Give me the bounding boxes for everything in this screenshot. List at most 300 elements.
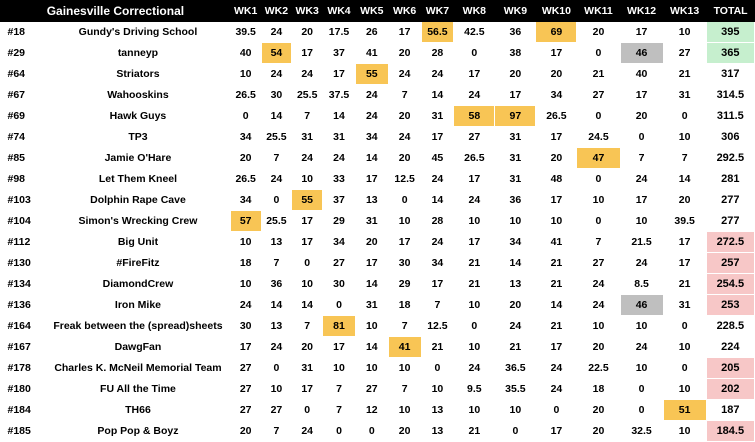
week-score: 7 bbox=[261, 253, 292, 274]
week-score: 10 bbox=[355, 316, 388, 337]
week-score: 17 bbox=[454, 169, 495, 190]
week-score: 10 bbox=[495, 400, 536, 421]
week-score: 25.5 bbox=[261, 127, 292, 148]
week-score: 20 bbox=[388, 148, 421, 169]
week-score: 7 bbox=[323, 400, 356, 421]
header-row bbox=[1, 0, 755, 22]
week-score: 0 bbox=[536, 400, 577, 421]
week-score: 10 bbox=[454, 295, 495, 316]
week-header: WK7 bbox=[421, 0, 454, 22]
week-score: 20 bbox=[577, 337, 620, 358]
week-score: 14 bbox=[495, 253, 536, 274]
week-score: 24 bbox=[421, 64, 454, 85]
week-score: 17 bbox=[292, 379, 323, 400]
week-score: 24 bbox=[230, 295, 261, 316]
season-total: 281 bbox=[706, 169, 754, 190]
week-score: 24 bbox=[261, 169, 292, 190]
team-name: Simon's Wrecking Crew bbox=[46, 211, 231, 232]
week-score: 27 bbox=[663, 43, 706, 64]
week-score: 36 bbox=[261, 274, 292, 295]
week-score: 0 bbox=[620, 379, 663, 400]
week-score: 14 bbox=[292, 295, 323, 316]
week-score: 20 bbox=[577, 421, 620, 442]
standings-body bbox=[1, 22, 755, 442]
team-seed: #67 bbox=[1, 85, 46, 106]
week-score: 27 bbox=[454, 127, 495, 148]
team-seed: #184 bbox=[1, 400, 46, 421]
team-name: Hawk Guys bbox=[46, 106, 231, 127]
week-score: 54 bbox=[261, 43, 292, 64]
week-score: 24 bbox=[577, 274, 620, 295]
week-score: 34 bbox=[495, 232, 536, 253]
team-row bbox=[1, 379, 755, 400]
week-score: 21.5 bbox=[620, 232, 663, 253]
week-score: 20 bbox=[292, 22, 323, 43]
week-score: 0 bbox=[261, 358, 292, 379]
week-score: 47 bbox=[577, 148, 620, 169]
week-score: 0 bbox=[323, 421, 356, 442]
week-score: 20 bbox=[230, 421, 261, 442]
week-header: WK9 bbox=[495, 0, 536, 22]
week-score: 31 bbox=[292, 358, 323, 379]
week-score: 10 bbox=[388, 358, 421, 379]
week-score: 26 bbox=[355, 22, 388, 43]
week-score: 24 bbox=[388, 64, 421, 85]
team-seed: #18 bbox=[1, 22, 46, 43]
week-score: 10 bbox=[421, 379, 454, 400]
week-score: 20 bbox=[388, 43, 421, 64]
week-score: 17 bbox=[292, 43, 323, 64]
week-score: 29 bbox=[323, 211, 356, 232]
team-row bbox=[1, 127, 755, 148]
week-score: 10 bbox=[663, 421, 706, 442]
week-score: 0 bbox=[388, 190, 421, 211]
week-score: 20 bbox=[577, 22, 620, 43]
league-title: Gainesville Correctional bbox=[1, 0, 231, 22]
season-total: 314.5 bbox=[706, 85, 754, 106]
week-score: 31 bbox=[355, 211, 388, 232]
week-score: 17 bbox=[292, 211, 323, 232]
team-name: Striators bbox=[46, 64, 231, 85]
week-score: 24 bbox=[292, 148, 323, 169]
week-score: 0 bbox=[454, 316, 495, 337]
week-score: 24 bbox=[536, 358, 577, 379]
week-score: 26.5 bbox=[536, 106, 577, 127]
season-total: 253 bbox=[706, 295, 754, 316]
team-row bbox=[1, 421, 755, 442]
team-name: Charles K. McNeil Memorial Team bbox=[46, 358, 231, 379]
week-score: 10 bbox=[454, 211, 495, 232]
team-name: DiamondCrew bbox=[46, 274, 231, 295]
week-score: 17 bbox=[620, 85, 663, 106]
team-name: Dolphin Rape Cave bbox=[46, 190, 231, 211]
week-score: 7 bbox=[292, 316, 323, 337]
team-name: #FireFitz bbox=[46, 253, 231, 274]
week-score: 13 bbox=[421, 400, 454, 421]
week-score: 10 bbox=[663, 127, 706, 148]
week-score: 41 bbox=[355, 43, 388, 64]
week-score: 34 bbox=[421, 253, 454, 274]
week-score: 7 bbox=[388, 316, 421, 337]
week-score: 14 bbox=[355, 337, 388, 358]
team-seed: #164 bbox=[1, 316, 46, 337]
week-score: 14 bbox=[663, 169, 706, 190]
week-score: 24 bbox=[577, 295, 620, 316]
team-seed: #74 bbox=[1, 127, 46, 148]
team-name: Big Unit bbox=[46, 232, 231, 253]
team-name: Let Them Kneel bbox=[46, 169, 231, 190]
week-header: WK3 bbox=[292, 0, 323, 22]
week-score: 10 bbox=[388, 400, 421, 421]
week-score: 39.5 bbox=[663, 211, 706, 232]
week-score: 27 bbox=[261, 400, 292, 421]
week-score: 28 bbox=[421, 43, 454, 64]
week-score: 24 bbox=[355, 85, 388, 106]
week-score: 20 bbox=[355, 232, 388, 253]
week-score: 20 bbox=[388, 421, 421, 442]
season-total: 292.5 bbox=[706, 148, 754, 169]
week-score: 26.5 bbox=[230, 85, 261, 106]
week-score: 17 bbox=[355, 253, 388, 274]
week-header: WK8 bbox=[454, 0, 495, 22]
week-score: 51 bbox=[663, 400, 706, 421]
week-score: 12.5 bbox=[388, 169, 421, 190]
season-total: 277 bbox=[706, 211, 754, 232]
week-score: 17 bbox=[230, 337, 261, 358]
week-score: 21 bbox=[454, 421, 495, 442]
week-score: 31 bbox=[495, 127, 536, 148]
week-score: 34 bbox=[355, 127, 388, 148]
week-score: 14 bbox=[536, 295, 577, 316]
week-score: 26.5 bbox=[230, 169, 261, 190]
team-seed: #103 bbox=[1, 190, 46, 211]
team-row bbox=[1, 85, 755, 106]
team-seed: #104 bbox=[1, 211, 46, 232]
week-score: 24 bbox=[292, 421, 323, 442]
week-score: 24 bbox=[261, 22, 292, 43]
team-name: Jamie O'Hare bbox=[46, 148, 231, 169]
team-row bbox=[1, 400, 755, 421]
week-header: WK11 bbox=[577, 0, 620, 22]
week-score: 10 bbox=[454, 337, 495, 358]
week-score: 0 bbox=[663, 106, 706, 127]
week-score: 7 bbox=[663, 148, 706, 169]
team-seed: #167 bbox=[1, 337, 46, 358]
week-score: 12 bbox=[355, 400, 388, 421]
week-header: WK12 bbox=[620, 0, 663, 22]
season-total: 257 bbox=[706, 253, 754, 274]
week-score: 14 bbox=[261, 106, 292, 127]
week-score: 57 bbox=[230, 211, 261, 232]
week-score: 21 bbox=[495, 337, 536, 358]
week-score: 17 bbox=[620, 22, 663, 43]
week-score: 17 bbox=[495, 85, 536, 106]
team-seed: #134 bbox=[1, 274, 46, 295]
week-score: 17 bbox=[663, 253, 706, 274]
week-score: 17 bbox=[536, 190, 577, 211]
team-row bbox=[1, 211, 755, 232]
week-score: 37 bbox=[323, 43, 356, 64]
season-total: 184.5 bbox=[706, 421, 754, 442]
week-score: 14 bbox=[421, 85, 454, 106]
week-score: 14 bbox=[355, 148, 388, 169]
team-seed: #85 bbox=[1, 148, 46, 169]
week-header: WK10 bbox=[536, 0, 577, 22]
week-score: 36.5 bbox=[495, 358, 536, 379]
team-seed: #112 bbox=[1, 232, 46, 253]
week-score: 10 bbox=[292, 274, 323, 295]
week-score: 10 bbox=[620, 211, 663, 232]
season-total: 311.5 bbox=[706, 106, 754, 127]
week-score: 34 bbox=[536, 85, 577, 106]
week-score: 41 bbox=[388, 337, 421, 358]
week-score: 24 bbox=[454, 85, 495, 106]
week-score: 17 bbox=[536, 337, 577, 358]
week-score: 24 bbox=[388, 127, 421, 148]
week-score: 24 bbox=[495, 316, 536, 337]
week-score: 24 bbox=[620, 169, 663, 190]
week-score: 20 bbox=[495, 295, 536, 316]
week-score: 38 bbox=[495, 43, 536, 64]
week-score: 17 bbox=[388, 232, 421, 253]
week-header: WK4 bbox=[323, 0, 356, 22]
week-score: 24 bbox=[355, 106, 388, 127]
week-score: 20 bbox=[388, 106, 421, 127]
week-score: 9.5 bbox=[454, 379, 495, 400]
week-header: WK1 bbox=[230, 0, 261, 22]
week-score: 30 bbox=[323, 274, 356, 295]
week-score: 36 bbox=[495, 190, 536, 211]
week-score: 48 bbox=[536, 169, 577, 190]
week-score: 31 bbox=[355, 295, 388, 316]
season-total: 224 bbox=[706, 337, 754, 358]
week-score: 27 bbox=[577, 253, 620, 274]
week-score: 21 bbox=[663, 274, 706, 295]
season-total: 202 bbox=[706, 379, 754, 400]
week-score: 0 bbox=[495, 421, 536, 442]
week-score: 0 bbox=[577, 211, 620, 232]
week-score: 30 bbox=[388, 253, 421, 274]
week-score: 17 bbox=[454, 232, 495, 253]
week-score: 36 bbox=[495, 22, 536, 43]
week-score: 34 bbox=[323, 232, 356, 253]
week-score: 10 bbox=[355, 358, 388, 379]
season-total: 228.5 bbox=[706, 316, 754, 337]
week-score: 24 bbox=[536, 379, 577, 400]
week-score: 14 bbox=[323, 106, 356, 127]
week-score: 31 bbox=[495, 169, 536, 190]
week-score: 17 bbox=[421, 127, 454, 148]
week-score: 13 bbox=[261, 232, 292, 253]
week-score: 25.5 bbox=[261, 211, 292, 232]
week-score: 21 bbox=[454, 253, 495, 274]
season-total: 306 bbox=[706, 127, 754, 148]
week-score: 34 bbox=[230, 190, 261, 211]
week-score: 0 bbox=[577, 43, 620, 64]
week-score: 27 bbox=[577, 85, 620, 106]
week-score: 7 bbox=[421, 295, 454, 316]
week-score: 7 bbox=[620, 148, 663, 169]
week-score: 31 bbox=[663, 295, 706, 316]
week-score: 13 bbox=[495, 274, 536, 295]
season-total: 395 bbox=[706, 22, 754, 43]
week-score: 13 bbox=[355, 190, 388, 211]
week-header: WK13 bbox=[663, 0, 706, 22]
week-score: 10 bbox=[388, 211, 421, 232]
week-score: 42.5 bbox=[454, 22, 495, 43]
week-score: 21 bbox=[536, 274, 577, 295]
team-row bbox=[1, 274, 755, 295]
week-score: 17 bbox=[323, 64, 356, 85]
team-seed: #64 bbox=[1, 64, 46, 85]
week-score: 10 bbox=[663, 22, 706, 43]
week-score: 21 bbox=[663, 64, 706, 85]
season-total: 187 bbox=[706, 400, 754, 421]
week-score: 97 bbox=[495, 106, 536, 127]
week-score: 24 bbox=[454, 190, 495, 211]
week-score: 55 bbox=[292, 190, 323, 211]
week-score: 17 bbox=[620, 190, 663, 211]
team-seed: #130 bbox=[1, 253, 46, 274]
week-score: 56.5 bbox=[421, 22, 454, 43]
team-seed: #136 bbox=[1, 295, 46, 316]
week-score: 0 bbox=[261, 190, 292, 211]
week-score: 7 bbox=[292, 106, 323, 127]
total-header: TOTAL bbox=[706, 0, 754, 22]
team-seed: #185 bbox=[1, 421, 46, 442]
week-score: 34 bbox=[230, 127, 261, 148]
week-score: 40 bbox=[230, 43, 261, 64]
week-score: 17.5 bbox=[323, 22, 356, 43]
season-total: 317 bbox=[706, 64, 754, 85]
week-score: 31 bbox=[495, 148, 536, 169]
week-score: 28 bbox=[421, 211, 454, 232]
week-score: 21 bbox=[536, 316, 577, 337]
week-score: 17 bbox=[421, 274, 454, 295]
team-row bbox=[1, 316, 755, 337]
team-row bbox=[1, 358, 755, 379]
week-score: 10 bbox=[230, 64, 261, 85]
week-score: 37.5 bbox=[323, 85, 356, 106]
week-score: 7 bbox=[388, 85, 421, 106]
team-row bbox=[1, 106, 755, 127]
week-score: 0 bbox=[355, 421, 388, 442]
week-score: 17 bbox=[536, 421, 577, 442]
week-score: 24 bbox=[421, 232, 454, 253]
week-score: 14 bbox=[421, 190, 454, 211]
team-row bbox=[1, 22, 755, 43]
team-name: TH66 bbox=[46, 400, 231, 421]
week-score: 17 bbox=[388, 22, 421, 43]
week-score: 20 bbox=[292, 337, 323, 358]
team-name: tanneyp bbox=[46, 43, 231, 64]
week-score: 7 bbox=[388, 379, 421, 400]
week-score: 31 bbox=[323, 127, 356, 148]
week-score: 21 bbox=[536, 253, 577, 274]
team-name: Iron Mike bbox=[46, 295, 231, 316]
team-row bbox=[1, 232, 755, 253]
team-row bbox=[1, 295, 755, 316]
team-name: TP3 bbox=[46, 127, 231, 148]
week-score: 17 bbox=[454, 64, 495, 85]
week-score: 0 bbox=[421, 358, 454, 379]
week-header: WK6 bbox=[388, 0, 421, 22]
week-score: 17 bbox=[536, 127, 577, 148]
season-total: 365 bbox=[706, 43, 754, 64]
week-score: 17 bbox=[663, 232, 706, 253]
week-score: 24 bbox=[323, 148, 356, 169]
week-score: 0 bbox=[620, 400, 663, 421]
week-header: WK2 bbox=[261, 0, 292, 22]
week-score: 20 bbox=[536, 64, 577, 85]
week-score: 17 bbox=[292, 232, 323, 253]
team-row bbox=[1, 253, 755, 274]
week-score: 0 bbox=[663, 358, 706, 379]
week-score: 41 bbox=[536, 232, 577, 253]
week-score: 81 bbox=[323, 316, 356, 337]
team-row bbox=[1, 169, 755, 190]
week-score: 20 bbox=[536, 148, 577, 169]
week-score: 10 bbox=[620, 358, 663, 379]
week-score: 45 bbox=[421, 148, 454, 169]
week-score: 55 bbox=[355, 64, 388, 85]
team-seed: #180 bbox=[1, 379, 46, 400]
week-score: 10 bbox=[261, 379, 292, 400]
week-score: 24 bbox=[421, 169, 454, 190]
week-score: 7 bbox=[577, 232, 620, 253]
week-score: 58 bbox=[454, 106, 495, 127]
week-score: 21 bbox=[577, 64, 620, 85]
week-score: 20 bbox=[577, 400, 620, 421]
week-score: 24 bbox=[454, 358, 495, 379]
team-row bbox=[1, 43, 755, 64]
week-score: 10 bbox=[230, 232, 261, 253]
week-score: 14 bbox=[355, 274, 388, 295]
team-seed: #178 bbox=[1, 358, 46, 379]
week-score: 14 bbox=[261, 295, 292, 316]
week-score: 32.5 bbox=[620, 421, 663, 442]
week-score: 10 bbox=[577, 316, 620, 337]
week-score: 7 bbox=[323, 379, 356, 400]
week-score: 31 bbox=[292, 127, 323, 148]
team-name: Freak between the (spread)sheets bbox=[46, 316, 231, 337]
week-score: 10 bbox=[620, 316, 663, 337]
team-row bbox=[1, 337, 755, 358]
week-score: 27 bbox=[355, 379, 388, 400]
week-score: 0 bbox=[620, 127, 663, 148]
team-name: Wahooskins bbox=[46, 85, 231, 106]
week-score: 37 bbox=[323, 190, 356, 211]
week-score: 30 bbox=[261, 85, 292, 106]
team-seed: #69 bbox=[1, 106, 46, 127]
week-score: 0 bbox=[577, 169, 620, 190]
week-score: 10 bbox=[495, 211, 536, 232]
week-score: 18 bbox=[230, 253, 261, 274]
week-score: 10 bbox=[454, 400, 495, 421]
week-score: 31 bbox=[663, 85, 706, 106]
week-score: 33 bbox=[323, 169, 356, 190]
week-score: 27 bbox=[230, 358, 261, 379]
week-score: 10 bbox=[323, 358, 356, 379]
week-score: 10 bbox=[536, 211, 577, 232]
week-score: 25.5 bbox=[292, 85, 323, 106]
week-score: 21 bbox=[421, 337, 454, 358]
team-seed: #29 bbox=[1, 43, 46, 64]
week-score: 0 bbox=[230, 106, 261, 127]
week-header: WK5 bbox=[355, 0, 388, 22]
season-total: 277 bbox=[706, 190, 754, 211]
week-score: 10 bbox=[663, 379, 706, 400]
